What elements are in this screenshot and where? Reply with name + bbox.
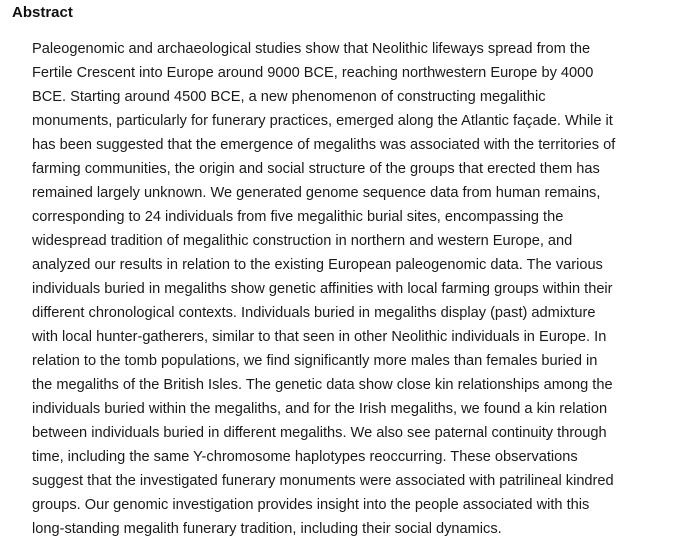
abstract-line: suggest that the investigated funerary monuments were associated with patrilineal kindred [32,473,614,489]
abstract-line: corresponding to 24 individuals from five megalithic burial sites, encompassing the [32,209,564,225]
abstract-line: individuals buried in megaliths show genetic affinities with local farming groups within their [32,281,613,297]
abstract-line: Paleogenomic and archaeological studies show that Neolithic lifeways spread from the [32,41,591,57]
abstract-line: relation to the tomb populations, we find significantly more males than females buried in [32,353,598,369]
abstract-line: Fertile Crescent into Europe around 9000 BCE, reaching northwestern Europe by 4000 [32,65,594,81]
abstract-line: time, including the same Y-chromosome haplotypes reoccurring. These observations [32,449,578,465]
abstract-line: remained largely unknown. We generated genome sequence data from human remains, [32,185,601,201]
abstract-line: individuals buried within the megaliths, and for the Irish megaliths, we found a kin relation [32,401,608,417]
abstract-body [32,37,672,541]
abstract-line: groups. Our genomic investigation provides insight into the people associated with this [32,497,590,513]
abstract-line: the megaliths of the British Isles. The genetic data show close kin relationships among the [32,377,613,393]
abstract-line: different chronological contexts. Individuals buried in megaliths display (past) admixture [32,305,596,321]
abstract-line: analyzed our results in relation to the existing European paleogenomic data. The various [32,257,603,273]
abstract-line: BCE. Starting around 4500 BCE, a new phenomenon of constructing megalithic [32,89,546,105]
abstract-line: long-standing megalith funerary tradition, including their social dynamics. [32,521,502,537]
abstract-line: has been suggested that the emergence of megaliths was associated with the territories of [32,137,616,153]
abstract-line: with local hunter-gatherers, similar to that seen in other Neolithic individuals in Europe. In [32,329,607,345]
abstract-heading: Abstract [12,4,73,21]
abstract-line: monuments, particularly for funerary practices, emerged along the Atlantic façade. While it [32,113,613,129]
abstract-line: between individuals buried in different megaliths. We also see paternal continuity through [32,425,607,441]
abstract-line: widespread tradition of megalithic construction in northern and western Europe, and [32,233,573,249]
abstract-line: farming communities, the origin and social structure of the groups that erected them has [32,161,600,177]
